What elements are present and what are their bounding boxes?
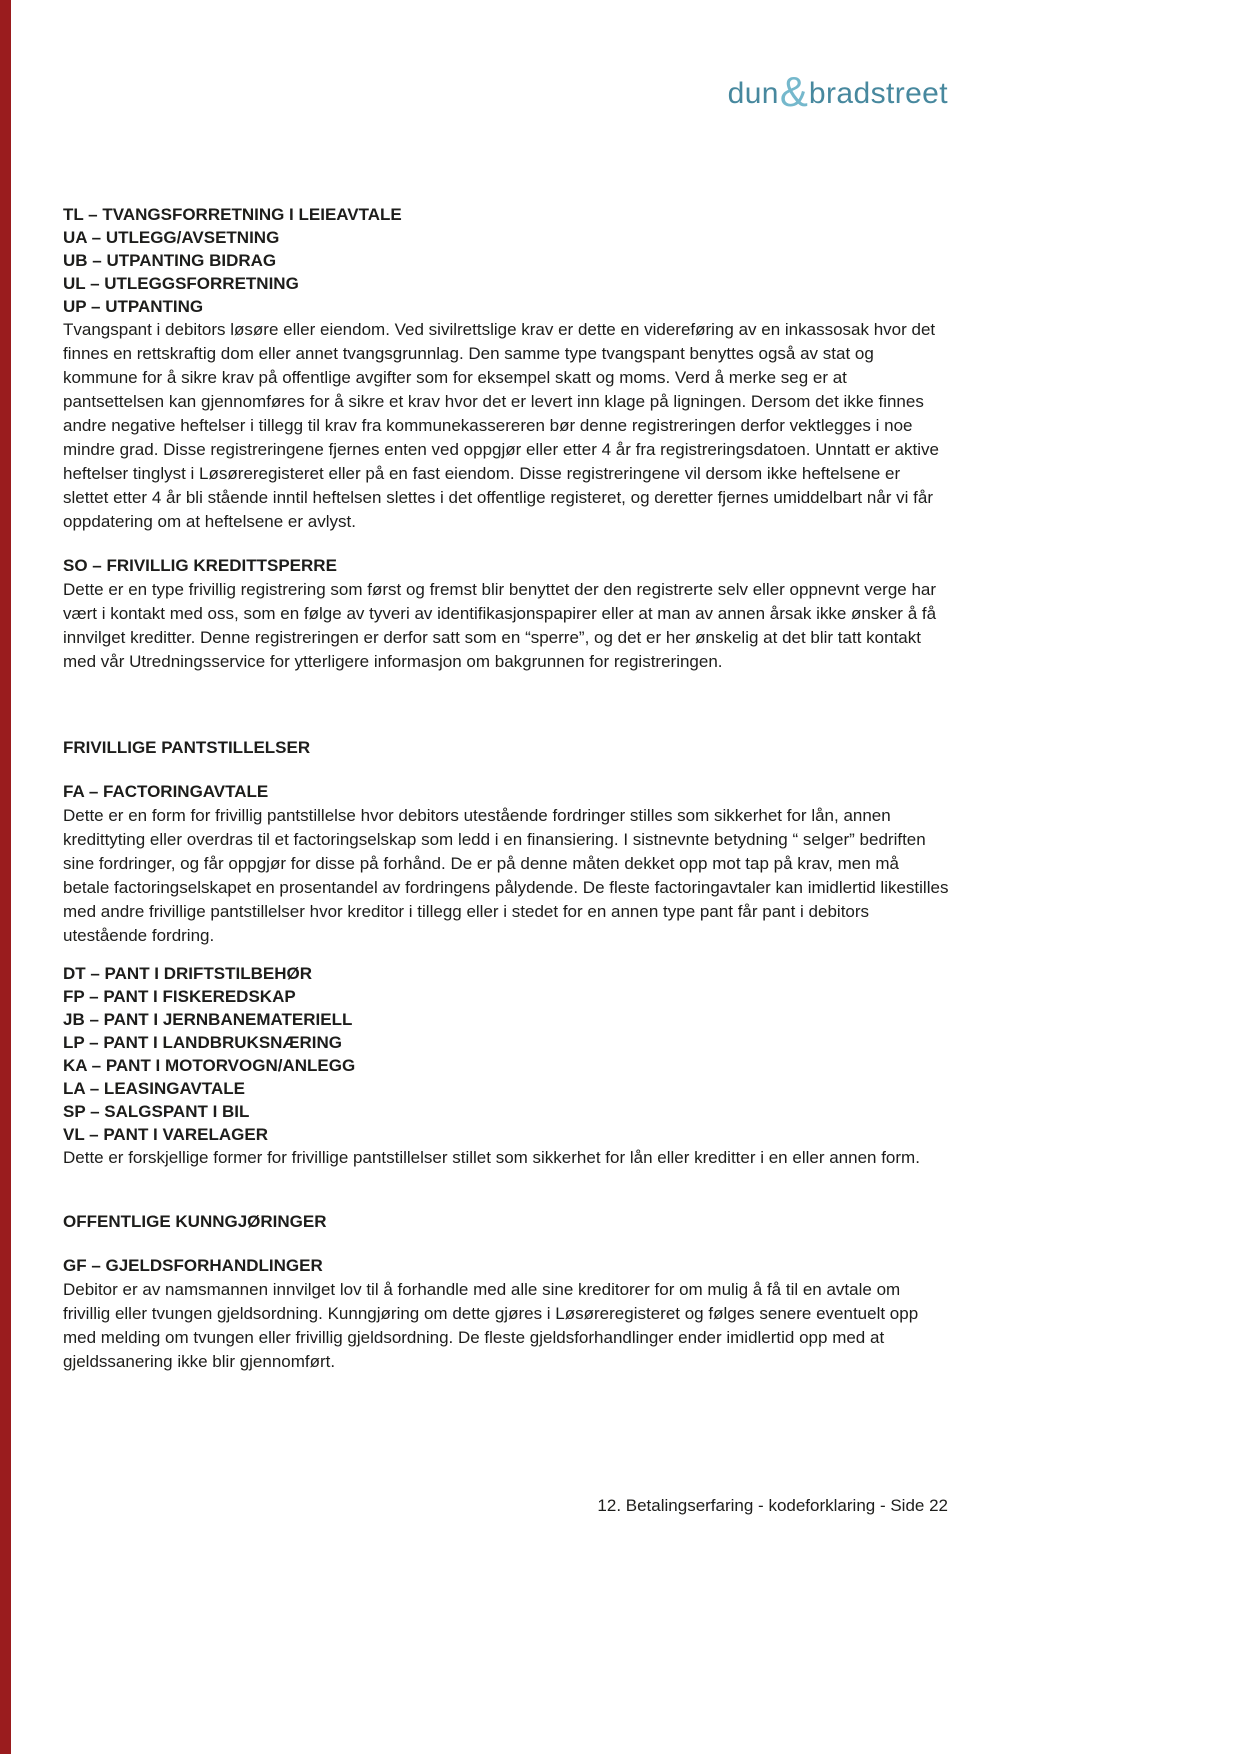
heading-so-kredittsperre: SO – FRIVILLIG KREDITTSPERRE bbox=[63, 556, 337, 575]
document-body bbox=[63, 203, 950, 1374]
paragraph-pantstillelser: Dette er forskjellige former for frivillige pantstillelser stillet som sikkerhet for lån eller kreditter i en eller annen form. bbox=[63, 1148, 920, 1167]
code-line-ub: UB – UTPANTING BIDRAG bbox=[63, 251, 277, 270]
code-line-ka: KA – PANT I MOTORVOGN/ANLEGG bbox=[63, 1056, 356, 1075]
code-line-jb: JB – PANT I JERNBANEMATERIELL bbox=[63, 1010, 353, 1029]
code-line-lp: LP – PANT I LANDBRUKSNÆRING bbox=[63, 1033, 342, 1052]
code-list-pant bbox=[63, 962, 950, 1146]
paragraph-kredittsperre: Dette er en type frivillig registrering som først og fremst blir benyttet der den registrerte selv eller oppnevnt verge har vært i kontakt med oss, som en følge av tyveri av identifikasjonspapirer eller at man av annen årsak ikke ønsker å få innvilget kreditter. Denne registreringen er derfor satt som en “sperre”, og det er her ønskelig at det blir tatt kontakt med vår Utredningsservice for ytterligere informasjon om bakgrunnen for registreringen. bbox=[63, 580, 937, 671]
left-accent-bar bbox=[0, 0, 11, 1754]
code-line-la: LA – LEASINGAVTALE bbox=[63, 1079, 245, 1098]
code-line-sp: SP – SALGSPANT I BIL bbox=[63, 1102, 250, 1121]
paragraph-factoringavtale: Dette er en form for frivillig pantstillelse hvor debitors utestående fordringer stilles som sikkerhet for lån, annen kredittyting eller overdras til et factoringselskap som ledd i en finansiering. I sistnevnte betydning “ selger” bedriften sine fordringer, og får oppgjør for disse på forhånd. De er på denne måten dekket opp mot tap på krav, men må betale factoringselskapet en prosentandel av fordringens pålydende. De fleste factoringavtaler kan imidlertid likestilles med andre frivillige pantstillelser hvor kreditor i tillegg eller i stedet for en annen type pant får pant i debitors utestående fordring. bbox=[63, 806, 949, 945]
code-line-ua: UA – UTLEGG/AVSETNING bbox=[63, 228, 280, 247]
code-list-tvangsforretninger bbox=[63, 203, 950, 318]
heading-fa-factoringavtale: FA – FACTORINGAVTALE bbox=[63, 782, 269, 801]
code-line-vl: VL – PANT I VARELAGER bbox=[63, 1125, 268, 1144]
paragraph-gjeldsforhandlinger: Debitor er av namsmannen innvilget lov til å forhandle med alle sine kreditorer for om mulig å få til en avtale om frivillig eller tvungen gjeldsordning. Kunngjøring om dette gjøres i Løsøreregisteret og følges senere eventuelt opp med melding om tvungen eller frivillig gjeldsordning. De fleste gjeldsforhandlinger ender imidlertid opp med at gjeldssanering ikke blir gjennomført. bbox=[63, 1280, 919, 1371]
code-line-dt: DT – PANT I DRIFTSTILBEHØR bbox=[63, 964, 313, 983]
section-heading-frivillige-pantstillelser: FRIVILLIGE PANTSTILLELSER bbox=[63, 738, 311, 757]
section-heading-offentlige-kunngjoringer: OFFENTLIGE KUNNGJØRINGER bbox=[63, 1212, 327, 1231]
heading-gf-gjeldsforhandlinger: GF – GJELDSFORHANDLINGER bbox=[63, 1256, 323, 1275]
logo-text-dun: dun bbox=[727, 77, 779, 110]
code-line-fp: FP – PANT I FISKEREDSKAP bbox=[63, 987, 296, 1006]
paragraph-tvangspant: Tvangspant i debitors løsøre eller eiendom. Ved sivilrettslige krav er dette en videreføring av en inkassosak hvor det finnes en rettskraftig dom eller annet tvangsgrunnlag. Den samme type tvangspant benyttes også av stat og kommune for å sikre krav på offentlige avgifter som for eksempel skatt og moms. Verd å merke seg er at pantsettelsen kan gjennomføres for å sikre et krav hvor det er levert inn klage på ligningen. Dersom det ikke finnes andre negative heftelser i tillegg til krav fra kommunekassereren bør denne registreringen derfor vektlegges i noe mindre grad. Disse registreringene fjernes enten ved oppgjør eller etter 4 år fra registreringsdatoen. Unntatt er aktive heftelser tinglyst i Løsøreregisteret eller på en fast eiendom. Disse registreringene vil dersom ikke heftelsene er slettet etter 4 år bli stående inntil heftelsen slettes i det offentlige registeret, og deretter fjernes umiddelbart når vi får oppdatering om at heftelsene er avlyst. bbox=[63, 320, 939, 531]
code-line-ul: UL – UTLEGGSFORRETNING bbox=[63, 274, 299, 293]
logo-text-bradstreet: bradstreet bbox=[808, 77, 948, 110]
footer-text: 12. Betalingserfaring - kodeforklaring - Side 22 bbox=[597, 1496, 948, 1515]
dun-bradstreet-logo bbox=[727, 68, 948, 115]
code-line-up: UP – UTPANTING bbox=[63, 297, 204, 316]
code-line-tl: TL – TVANGSFORRETNING I LEIEAVTALE bbox=[63, 205, 402, 224]
logo-ampersand-icon: & bbox=[779, 68, 808, 115]
page-footer bbox=[597, 1496, 948, 1516]
page-header bbox=[727, 68, 948, 115]
